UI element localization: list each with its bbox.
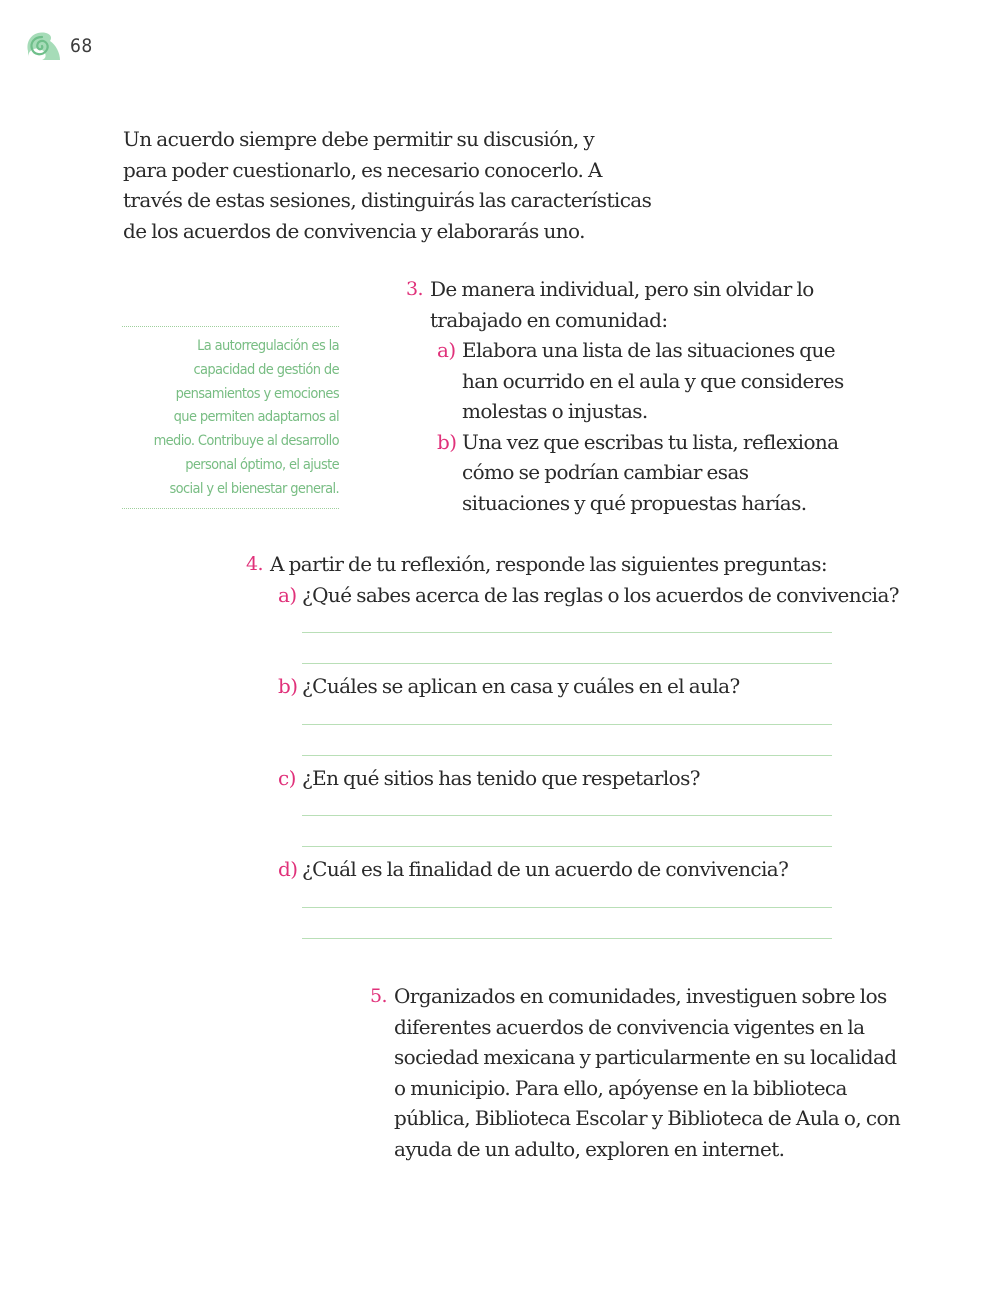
item-line: situaciones y qué propuestas harías. [462,490,807,515]
sidebar-note [122,326,339,509]
item-letter: a) [437,338,456,362]
answer-area-b[interactable] [302,702,832,763]
question-3-stem [406,274,846,335]
snail-shell-icon [26,31,62,61]
answer-line[interactable] [302,632,832,633]
answer-line[interactable] [302,938,832,939]
question-4-stem [246,549,846,580]
question-line: pública, Biblioteca Escolar y Biblioteca de Aula o, con [394,1106,901,1130]
intro-line: para poder cuestionarlo, es necesario conocerlo. A [123,157,602,182]
answer-area-c[interactable] [302,793,832,854]
question-4-item-c [278,763,846,794]
item-line: Elabora una lista de las situaciones que [462,338,835,362]
question-line: De manera individual, pero sin olvidar lo [430,277,814,301]
item-letter: b) [437,429,457,454]
question-5-stem [370,981,901,1164]
answer-line[interactable] [302,815,832,816]
item-text [462,335,844,427]
answer-line[interactable] [302,907,832,908]
question-line: diferentes acuerdos de convivencia vigentes en la [394,1014,865,1039]
intro-line: de los acuerdos de convivencia y elaborarás uno. [123,218,585,243]
item-text: ¿Qué sabes acerca de las reglas o los acuerdos de convivencia? [302,582,899,607]
page-header [26,28,93,64]
question-line: sociedad mexicana y particularmente en su localidad [394,1045,897,1069]
item-text: ¿En qué sitios has tenido que respetarlos? [302,765,700,790]
item-line: han ocurrido en el aula y que consideres [462,368,844,393]
question-4 [246,549,899,946]
question-line: trabajado en comunidad: [430,307,668,332]
answer-line[interactable] [302,755,832,756]
item-letter: c) [278,765,296,790]
answer-line[interactable] [302,663,832,664]
question-3-item-a [437,335,846,427]
item-text [462,427,839,519]
page-number: 68 [70,35,93,57]
question-line: o municipio. Para ello, apóyense en la biblioteca [394,1075,847,1100]
question-4-item-d [278,854,846,885]
question-4-item-b [278,671,846,702]
item-line: molestas o injustas. [462,399,648,423]
question-5 [370,981,901,1164]
intro-paragraph [123,124,652,246]
answer-area-a[interactable] [302,610,832,671]
question-number: 5. [370,985,387,1007]
item-letter: a) [278,582,297,607]
question-3-text [430,274,814,335]
question-number: 3. [406,278,423,300]
question-4-item-a [278,580,899,611]
item-letter: b) [278,674,298,698]
question-3-item-b [437,427,846,519]
item-line: cómo se podrían cambiar esas [462,460,749,484]
question-line: ayuda de un adulto, exploren en internet. [394,1136,785,1161]
answer-line[interactable] [302,846,832,847]
answer-area-d[interactable] [302,885,832,946]
item-text: ¿Cuáles se aplican en casa y cuáles en el aula? [302,674,740,698]
sidebar-note-text: La autorregulación es la capacidad de gestión de pensamientos y emociones que permiten adaptarnos al medio. Contribuye al desarrollo personal óptimo, el ajuste social y el bienestar general. [153,338,339,497]
item-text: ¿Cuál es la finalidad de un acuerdo de convivencia? [302,857,789,881]
intro-line: través de estas sesiones, distinguirás las características [123,188,652,212]
intro-line: Un acuerdo siempre debe permitir su discusión, y [123,127,595,151]
item-letter: d) [278,857,298,881]
question-4-text: A partir de tu reflexión, responde las siguientes preguntas: [270,552,828,576]
question-number: 4. [246,553,263,575]
question-5-text [394,981,900,1164]
item-line: Una vez que escribas tu lista, reflexiona [462,429,839,454]
question-3 [406,274,846,518]
question-line: Organizados en comunidades, investiguen sobre los [394,984,887,1008]
answer-line[interactable] [302,724,832,725]
